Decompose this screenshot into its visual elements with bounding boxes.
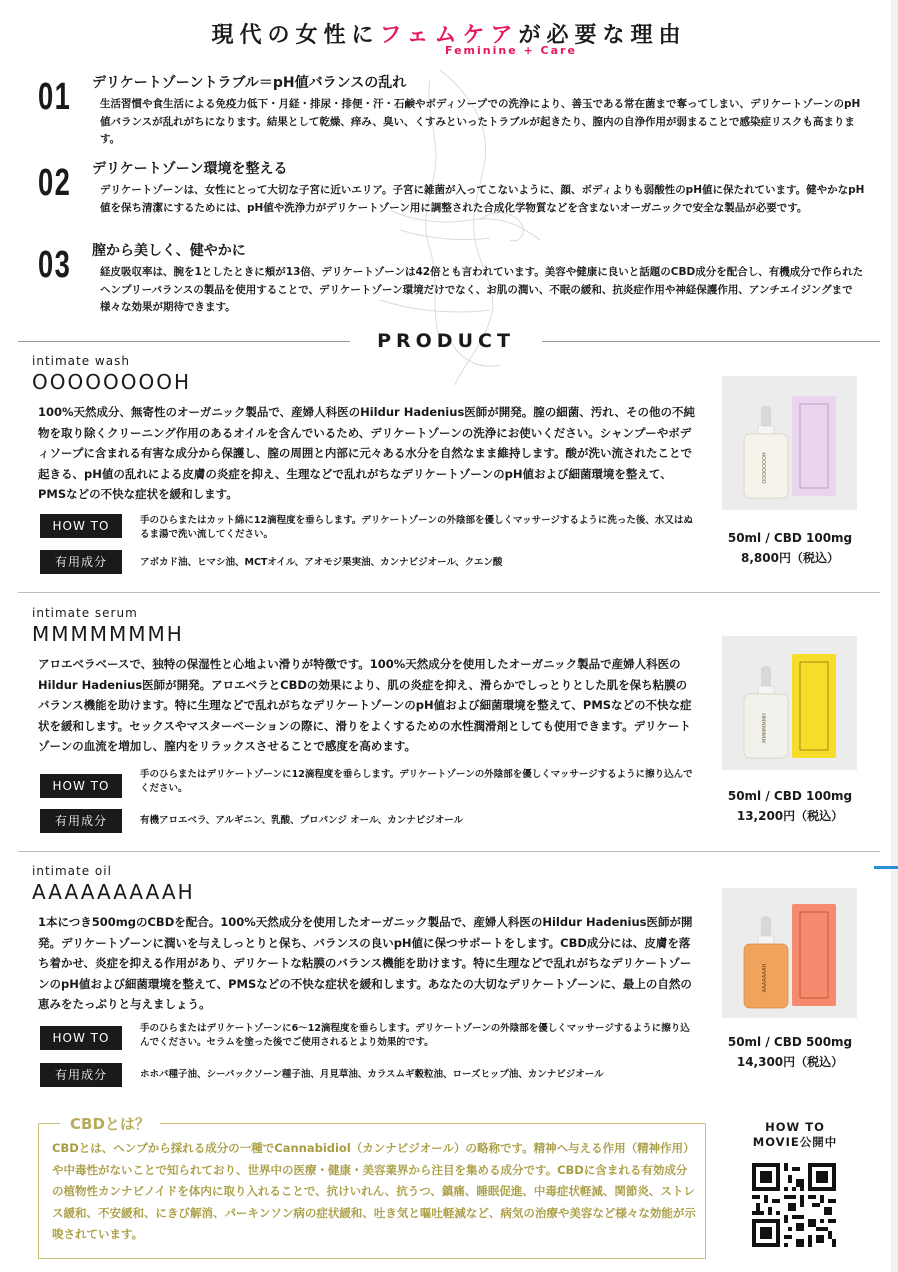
howto-text: 手のひらまたはデリケートゾーンに6～12滴程度を垂らします。デリケートゾーンの外陰部を優しくマッサージするように擦り込んでください。セラムを塗った後でご使用されるとより効果的です。 <box>140 1023 690 1048</box>
product-category: intimate serum <box>32 606 138 620</box>
ingredients-text: アボカド油、ヒマシ油、MCTオイル、アオモジ果実油、カンナビジオール、クエン酸 <box>140 557 503 568</box>
product-spec <box>700 528 880 568</box>
svg-text:OOOOOOOH: OOOOOOOH <box>762 452 768 484</box>
cbd-title: CBDとは？ <box>60 1113 160 1134</box>
ingredients-tag: 有用成分 <box>40 550 122 574</box>
product-name: OOOOOOOOH <box>32 370 191 394</box>
divider <box>18 851 880 852</box>
product-name: MMMMMMMH <box>32 622 184 646</box>
product-section-heading <box>0 330 898 352</box>
reason-title: デリケートゾーントラブル＝pH値バランスの乱れ <box>92 75 407 91</box>
svg-text:AAAAAAAH: AAAAAAAH <box>762 963 768 993</box>
product-photo-serum <box>722 636 857 770</box>
reason-title: デリケートゾーン環境を整える <box>92 161 288 177</box>
howto-text: 手のひらまたはカット綿に12滴程度を垂らします。デリケートゾーンの外陰部を優しくマッサージするように洗った後、水又はぬるま湯で洗い流してください。 <box>140 515 693 540</box>
title-highlight: フェムケア <box>379 23 519 48</box>
product-price: 8,800円（税込） <box>741 551 839 565</box>
product-spec <box>700 1032 880 1072</box>
howto-tag: HOW TO <box>40 774 122 798</box>
product-volume: 50ml / CBD 100mg <box>727 531 853 545</box>
product-description: アロエベラベースで、独特の保湿性と心地よい滑りが特徴です。100%天然成分を使用したオーガニック製品で産婦人科医のHildur Hadenius医師が開発。アロエベラとCBDの効果により、肌の炎症を抑え、滑らかでしっとりとした肌を保ち粘膜のバランス機能を助けます。特に生理などで乱れがちなデリケートゾーンのpH値および細菌環境を整えて、PMSなどの不快な症状を緩和します。セックスやマスターベーションの際に、滑りをよくするための水性潤滑剤としても使用できます。デリケートゾーンの血流を増加し、膣内をリラックスさせることで感度を高めます。 <box>38 657 692 753</box>
product-category: intimate wash <box>32 354 130 368</box>
product-description: 100%天然成分、無寄性のオーガニック製品で、産婦人科医のHildur Hadenius医師が開発。膣の細菌、汚れ、その他の不純物を取り除くクリーニング作用のあるオイルを含んでいるため、デリケートゾーンの洗浄にお使いください。シャンプーやボディソープに含まれる有害な成分から保護し、膣の周囲と内部に元々ある水分を自然なまま維持します。酸が洗い流されたことで起きる、pH値の乱れによる皮膚の炎症を抑え、生理などで乱れがちなデリケートゾーンのpH値および細菌環境を整えて、PMSなどの不快な症状を緩和します。 <box>38 405 695 501</box>
page-subtitle: Feminine + Care <box>445 44 577 57</box>
title-pre: 現代の女性に <box>211 23 380 48</box>
ingredients-text: 有機アロエベラ、アルギニン、乳酸、プロパンジ オール、カンナビジオール <box>140 815 464 826</box>
divider <box>542 341 880 342</box>
qr-code-icon[interactable] <box>752 1163 836 1247</box>
reason-number: 01 <box>38 76 72 118</box>
reason-title: 膣から美しく、健やかに <box>92 243 246 259</box>
product-volume: 50ml / CBD 100mg <box>727 789 853 803</box>
cbd-body: CBDとは、ヘンプから採れる成分の一種でCannabidiol（カンナビジオール）の略称です。精神へ与える作用（精神作用）や中毒性がないことで知られており、世界中の医療・健康・美容業界から注目を集める成分です。CBDに含まれる有効成分の植物性カンナビノイドを体内に取り入れることで、抗けいれん、抗うつ、鎮痛、睡眠促進、中毒症状軽減、関節炎、ストレス緩和、不安緩和、にきび解消、パーキンソン病の症状緩和、吐き気と嘔吐軽減など、病気の治療や美容など様々な効能が示唆されています。 <box>52 1141 696 1241</box>
product-volume: 50ml / CBD 500mg <box>727 1035 853 1049</box>
howto-tag: HOW TO <box>40 514 122 538</box>
ingredients-text: ホホバ種子油、シーバックソーン種子油、月見草油、カラスムギ穀粒油、ローズヒップ油、カンナビジオール <box>140 1069 604 1080</box>
howto-movie-label <box>730 1120 860 1150</box>
reason-number: 02 <box>38 162 72 204</box>
product-intimate-oil <box>0 864 898 1104</box>
reason-02 <box>38 158 868 238</box>
howto-tag: HOW TO <box>40 1026 122 1050</box>
reason-01 <box>38 72 868 152</box>
svg-text:MMMMMMH: MMMMMMH <box>762 713 768 743</box>
product-intimate-serum <box>0 606 898 846</box>
reason-body: 経皮吸収率は、腕を1としたときに頬が13倍、デリケートゾーンは42倍とも言われています。美容や健康に良いと話題のCBD成分を配合し、有機成分で作られたヘンプリーバランスの製品を使用することで、デリケートゾーン環境だけでなく、お肌の潤い、不眠の緩和、抗炎症作用や神経保護作用、アンチエイジングまで様々な効果が期待できます。 <box>100 266 864 313</box>
reason-body: 生活習慣や食生活による免疫力低下・月経・排尿・排便・汗・石鹸やボディソープでの洗浄により、善玉である常在菌まで奪ってしまい、デリケートゾーンのpH値バランスが乱れがちになります。結果として乾燥、痒み、臭い、くすみといったトラブルが起きたり、膣内の自浄作用が弱まることで感染症リスクも高まります。 <box>100 98 861 145</box>
reason-03 <box>38 240 868 322</box>
product-price: 13,200円（税込） <box>736 809 844 823</box>
title-post: が必要な理由 <box>518 23 687 48</box>
ingredients-tag: 有用成分 <box>40 809 122 833</box>
howto-text: 手のひらまたはデリケートゾーンに12滴程度を垂らします。デリケートゾーンの外陰部を優しくマッサージするように擦り込んでください。 <box>140 769 693 794</box>
product-intimate-wash <box>0 354 898 590</box>
divider <box>18 592 880 593</box>
divider <box>18 341 350 342</box>
product-heading-label: PRODUCT <box>377 330 515 352</box>
reason-number: 03 <box>38 244 72 286</box>
product-name: AAAAAAAAAH <box>32 880 195 904</box>
movie-line-2: MOVIE公開中 <box>752 1135 838 1149</box>
product-description: 1本につき500mgのCBDを配合。100%天然成分を使用したオーガニック製品で、産婦人科医のHildur Hadenius医師が開発。デリケートゾーンに潤いを与えしっとりと保ち、バランスの良いpH値に保つサポートをします。CBD成分には、皮膚を落ち着かせ、炎症を抑える作用があり、デリケートな粘膜のバランス機能を助けます。特に生理などで乱れがちなデリケートゾーンのpH値および細菌環境を整えて、PMSなどの不快な症状を緩和します。あなたの大切なデリケートゾーンに、最上の自然の恵みをたっぷりと与えましょう。 <box>38 915 693 1011</box>
product-price: 14,300円（税込） <box>736 1055 844 1069</box>
reason-body: デリケートゾーンは、女性にとって大切な子宮に近いエリア。子宮に雑菌が入ってこないように、顔、ボディよりも弱酸性のpH値に保たれています。健やかなpH値を保ち清潔にするためには、pH値や洗浄力がデリケートゾーン用に調整された合成化学物質などを含まないオーガニックで安全な製品が必要です。 <box>100 184 865 214</box>
product-photo-wash <box>722 376 857 510</box>
product-photo-oil <box>722 888 857 1018</box>
product-spec <box>700 786 880 826</box>
product-category: intimate oil <box>32 864 112 878</box>
movie-line-1: HOW TO <box>765 1120 825 1134</box>
ingredients-tag: 有用成分 <box>40 1063 122 1087</box>
